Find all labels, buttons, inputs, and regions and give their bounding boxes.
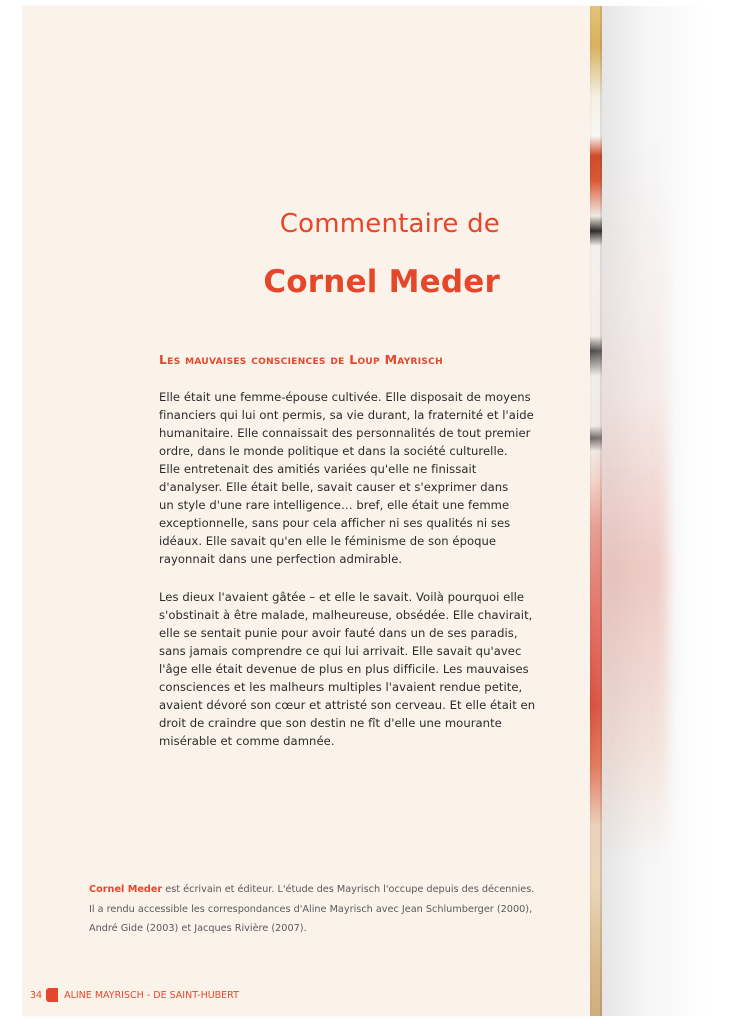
paragraph-line: ordre, dans le monde politique et dans la société culturelle.: [159, 444, 508, 458]
paragraph-line: elle se sentait punie pour avoir fauté dans un de ses paradis,: [159, 626, 518, 640]
page-footer: [30, 988, 239, 1002]
paragraph-line: humanitaire. Elle connaissait des personnalités de tout premier: [159, 426, 531, 440]
paragraph-line: droit de craindre que son destin ne fît d'elle une mourante: [159, 716, 502, 730]
paragraph-line: consciences et les malheurs multiples l'avaient rendue petite,: [159, 680, 523, 694]
paragraph-line: Elle entretenait des amitiés variées qu'elle ne finissait: [159, 462, 477, 476]
paragraph-line: Elle était une femme-épouse cultivée. Elle disposait de moyens: [159, 390, 531, 404]
paragraph-line: financiers qui lui ont permis, sa vie durant, la fraternité et l'aide: [159, 408, 534, 422]
paragraph-line: un style d'une rare intelligence… bref, elle était une femme: [159, 498, 510, 512]
folio-marker-icon: [46, 988, 58, 1002]
bio-line: André Gide (2003) et Jacques Rivière (2007).: [89, 923, 307, 934]
title-line-1: Commentaire de: [279, 209, 500, 239]
paragraph-line: misérable et comme damnée.: [159, 734, 335, 748]
paragraph-line: Les dieux l'avaient gâtée – et elle le savait. Voilà pourquoi elle: [159, 590, 525, 604]
paragraph-line: avaient dévoré son cœur et attristé son cerveau. Et elle était en: [159, 698, 536, 712]
page-number: 34: [30, 989, 43, 1001]
bio-author-name: Cornel Meder: [89, 884, 163, 895]
paragraph-line: sans jamais comprendre ce qui lui arrivait. Elle savait qu'avec: [159, 644, 522, 658]
paragraph-line: s'obstinait à être malade, malheureuse, obsédée. Elle chavirait,: [159, 608, 533, 622]
paragraph-line: exceptionnelle, sans pour cela afficher ni ses qualités ni ses: [159, 516, 511, 530]
paragraph-line: l'âge elle était devenue de plus en plus difficile. Les mauvaises: [159, 662, 529, 676]
bio-text: est écrivain et éditeur. L'étude des Mayrisch l'occupe depuis des décennies.: [162, 884, 535, 895]
bio-line: [89, 884, 534, 895]
adjacent-page-image: [598, 140, 668, 860]
bio-line: Il a rendu accessible les correspondances d'Aline Mayrisch avec Jean Schlumberger (2000),: [89, 904, 533, 915]
paragraph-line: idéaux. Elle savait qu'en elle le féminisme de son époque: [159, 534, 497, 548]
running-title: ALINE MAYRISCH - DE SAINT-HUBERT: [64, 989, 239, 1001]
author-title: Cornel Meder: [263, 264, 500, 300]
paragraph-line: d'analyser. Elle était belle, savait causer et s'exprimer dans: [159, 480, 509, 494]
document-page: [22, 6, 590, 1016]
paragraph-line: rayonnait dans une perfection admirable.: [159, 552, 403, 566]
section-heading: Les mauvaises consciences de Loup Mayrisch: [159, 352, 443, 367]
